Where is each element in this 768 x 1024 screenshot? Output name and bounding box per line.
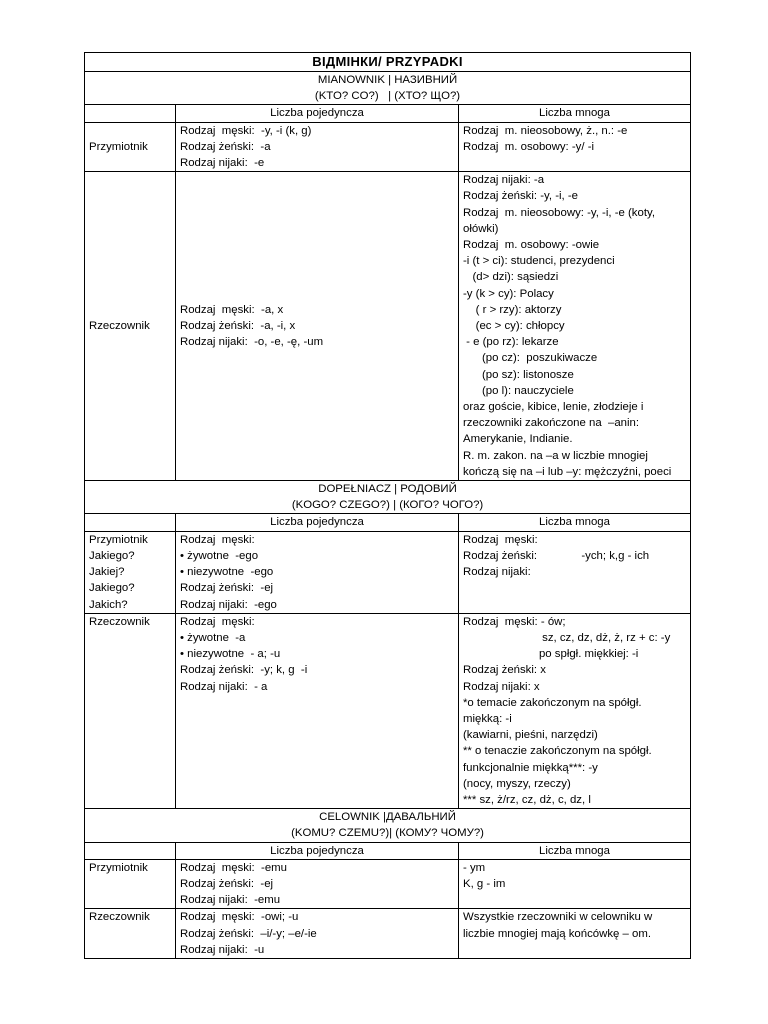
cell-line: ( r > rzy): aktorzy (463, 303, 562, 316)
col-singular-header: Liczba pojedyncza (176, 105, 459, 122)
plural-cell (459, 859, 691, 909)
row-label-line: Rzeczownik (89, 615, 150, 628)
row-label-line: Jakiej? (89, 566, 125, 579)
row-label-line: Jakiego? (89, 549, 135, 562)
cell-line: rzeczowniki zakończone na –anin: (463, 417, 640, 430)
cell-line: Rodzaj żeński: -y, -i, -e (463, 190, 578, 203)
cell-line: sz, cz, dz, dż, ż, rz + c: -y (463, 631, 671, 644)
section-header-row (85, 809, 691, 842)
cell-line: kończą się na –i lub –y: mężczyźni, poeci (463, 465, 672, 478)
cell-line: Rodzaj nijaki: -a (463, 174, 545, 187)
cell-line: ołówki) (463, 222, 499, 235)
col-plural-header: Liczba mnoga (459, 842, 691, 859)
cell-line: Rodzaj męski: - ów; (463, 615, 566, 628)
cell-line: Rodzaj m. nieosobowy, ż., n.: -e (463, 124, 628, 137)
cell-line: funkcjonalnie miękką***: -y (463, 761, 598, 774)
section-header-row (85, 481, 691, 514)
row-label-line: Przymiotnik (89, 140, 148, 153)
cell-line: Rodzaj męski: (180, 615, 255, 628)
cell-line: Rodzaj męski: (463, 533, 538, 546)
plural-cell (459, 172, 691, 481)
empty-cell (85, 842, 176, 859)
plural-cell (459, 909, 691, 959)
cell-line: - e (po rz): lekarze (463, 336, 559, 349)
cell-line: (d> dzi): sąsiedzi (463, 271, 559, 284)
table-row (85, 909, 691, 959)
table-row (85, 613, 691, 808)
case-name: MIANOWNIK | НАЗИВНИЙ (317, 74, 458, 86)
cell-line: po spłgł. miękkiej: -i (463, 648, 639, 661)
cell-line: • żywotne -a (180, 631, 246, 644)
cell-line: • niezywotne -ego (180, 566, 274, 579)
cell-line: Rodzaj nijaki: -e (180, 157, 265, 170)
case-questions: (KTO? CO?) | (ХТО? ЩО?) (314, 90, 461, 103)
plural-cell (459, 531, 691, 613)
case-name: CELOWNIK |ДАВАЛЬНИЙ (319, 811, 456, 824)
cell-line: Rodzaj nijaki: -emu (180, 894, 281, 907)
cell-line: *** sz, ż/rz, cz, dż, c, dz, l (463, 793, 591, 806)
section-header (85, 809, 691, 842)
plural-cell (459, 613, 691, 808)
row-label (85, 172, 176, 481)
cell-line: (nocy, myszy, rzeczy) (463, 777, 571, 790)
cell-line: Rodzaj m. osobowy: -owie (463, 239, 600, 252)
row-label (85, 859, 176, 909)
cell-line: Rodzaj m. nieosobowy: -y, -i, -e (koty, (463, 206, 656, 219)
singular-cell (176, 172, 459, 481)
cell-line: Rodzaj nijaki: -u (180, 943, 265, 956)
row-label (85, 122, 176, 172)
table-row (85, 172, 691, 481)
cell-line: oraz goście, kibice, lenie, złodzieje i (463, 401, 644, 414)
cell-line: liczbie mnogiej mają końcówkę – om. (463, 927, 652, 940)
singular-cell (176, 613, 459, 808)
column-header-row (85, 514, 691, 531)
row-label-line: Rzeczownik (89, 911, 150, 924)
column-header-row (85, 842, 691, 859)
cell-line: Rodzaj m. osobowy: -y/ -i (463, 140, 595, 153)
cell-line: Rodzaj męski: -emu (180, 861, 287, 874)
cell-line: Rodzaj żeński: -ych; k,g - ich (463, 549, 650, 562)
col-plural-header: Liczba mnoga (459, 105, 691, 122)
cell-line: Rodzaj nijaki: - a (180, 680, 268, 693)
row-label-line: Rzeczownik (89, 320, 150, 333)
cell-line: R. m. zakon. na –a w liczbie mnogiej (463, 449, 648, 462)
singular-cell (176, 859, 459, 909)
cell-line: miękką: -i (463, 712, 512, 725)
column-header-row (85, 105, 691, 122)
cell-line: K, g - im (463, 877, 506, 890)
table-row (85, 859, 691, 909)
row-label-line: Jakich? (89, 598, 128, 611)
cell-line: Rodzaj żeński: x (463, 664, 546, 677)
cell-line: • niezywotne - a; -u (180, 648, 281, 661)
row-label (85, 909, 176, 959)
empty-cell (85, 514, 176, 531)
cell-line: Rodzaj żeński: -ej (180, 582, 274, 595)
cell-line: Rodzaj nijaki: -ego (180, 598, 277, 611)
case-questions: (KOMU? CZEMU?)| (КОМУ? ЧОМУ?) (291, 827, 484, 840)
cell-line: - ym (463, 861, 486, 874)
col-singular-header: Liczba pojedyncza (176, 842, 459, 859)
cell-line: Rodzaj żeński: -a, -i, x (180, 320, 296, 333)
cell-line: -i (t > ci): studenci, prezydenci (463, 255, 615, 268)
row-label (85, 613, 176, 808)
cell-line: • żywotne -ego (180, 549, 259, 562)
empty-cell (85, 105, 176, 122)
cell-line: Rodzaj męski: (180, 533, 255, 546)
case-name: DOPEŁNIACZ | РОДОВИЙ (318, 483, 457, 496)
col-plural-header: Liczba mnoga (459, 514, 691, 531)
cell-line: (po cz): poszukiwacze (463, 352, 598, 365)
table-row (85, 531, 691, 613)
row-label-line: Jakiego? (89, 582, 135, 595)
plural-cell (459, 122, 691, 172)
cell-line: Rodzaj nijaki: (463, 566, 531, 579)
cell-line: ** o tenaczie zakończonym na spółgł. (463, 745, 652, 758)
table-row (85, 122, 691, 172)
singular-cell (176, 122, 459, 172)
cell-line: Rodzaj żeński: –i/-y; –e/-ie (180, 927, 317, 940)
table-title: ВІДМІНКИ/ PRZYPADKI (85, 53, 691, 72)
section-header (85, 72, 691, 105)
title-row (85, 53, 691, 72)
row-label (85, 531, 176, 613)
cell-line: Rodzaj męski: -a, x (180, 303, 284, 316)
cell-line: (po l): nauczyciele (463, 384, 574, 397)
cell-line: Rodzaj żeński: -ej (180, 877, 274, 890)
section-header-row (85, 72, 691, 105)
cell-line: (po sz): listonosze (463, 368, 574, 381)
singular-cell (176, 909, 459, 959)
cell-line: Amerykanie, Indianie. (463, 433, 573, 446)
row-label-line: Przymiotnik (89, 533, 148, 546)
cell-line: Rodzaj żeński: -a (180, 140, 271, 153)
col-singular-header: Liczba pojedyncza (176, 514, 459, 531)
cell-line: Rodzaj nijaki: x (463, 680, 540, 693)
singular-cell (176, 531, 459, 613)
cell-line: Rodzaj męski: -owi; -u (180, 911, 299, 924)
cell-line: (ec > cy): chłopcy (463, 320, 565, 333)
cell-line: -y (k > cy): Polacy (463, 287, 554, 300)
declension-table (84, 52, 691, 959)
cell-line: *o temacie zakończonym na spółgł. (463, 696, 642, 709)
section-header (85, 481, 691, 514)
row-label-line: Przymiotnik (89, 861, 148, 874)
cell-line: Rodzaj nijaki: -o, -e, -ę, -um (180, 336, 324, 349)
cell-line: Rodzaj żeński: -y; k, g -i (180, 664, 308, 677)
case-questions: (KOGO? CZEGO?) | (КОГО? ЧОГО?) (291, 499, 484, 512)
cell-line: Wszystkie rzeczowniki w celowniku w (463, 911, 653, 924)
cell-line: (kawiarni, pieśni, narzędzi) (463, 729, 598, 742)
cell-line: Rodzaj męski: -y, -i (k, g) (180, 124, 312, 137)
